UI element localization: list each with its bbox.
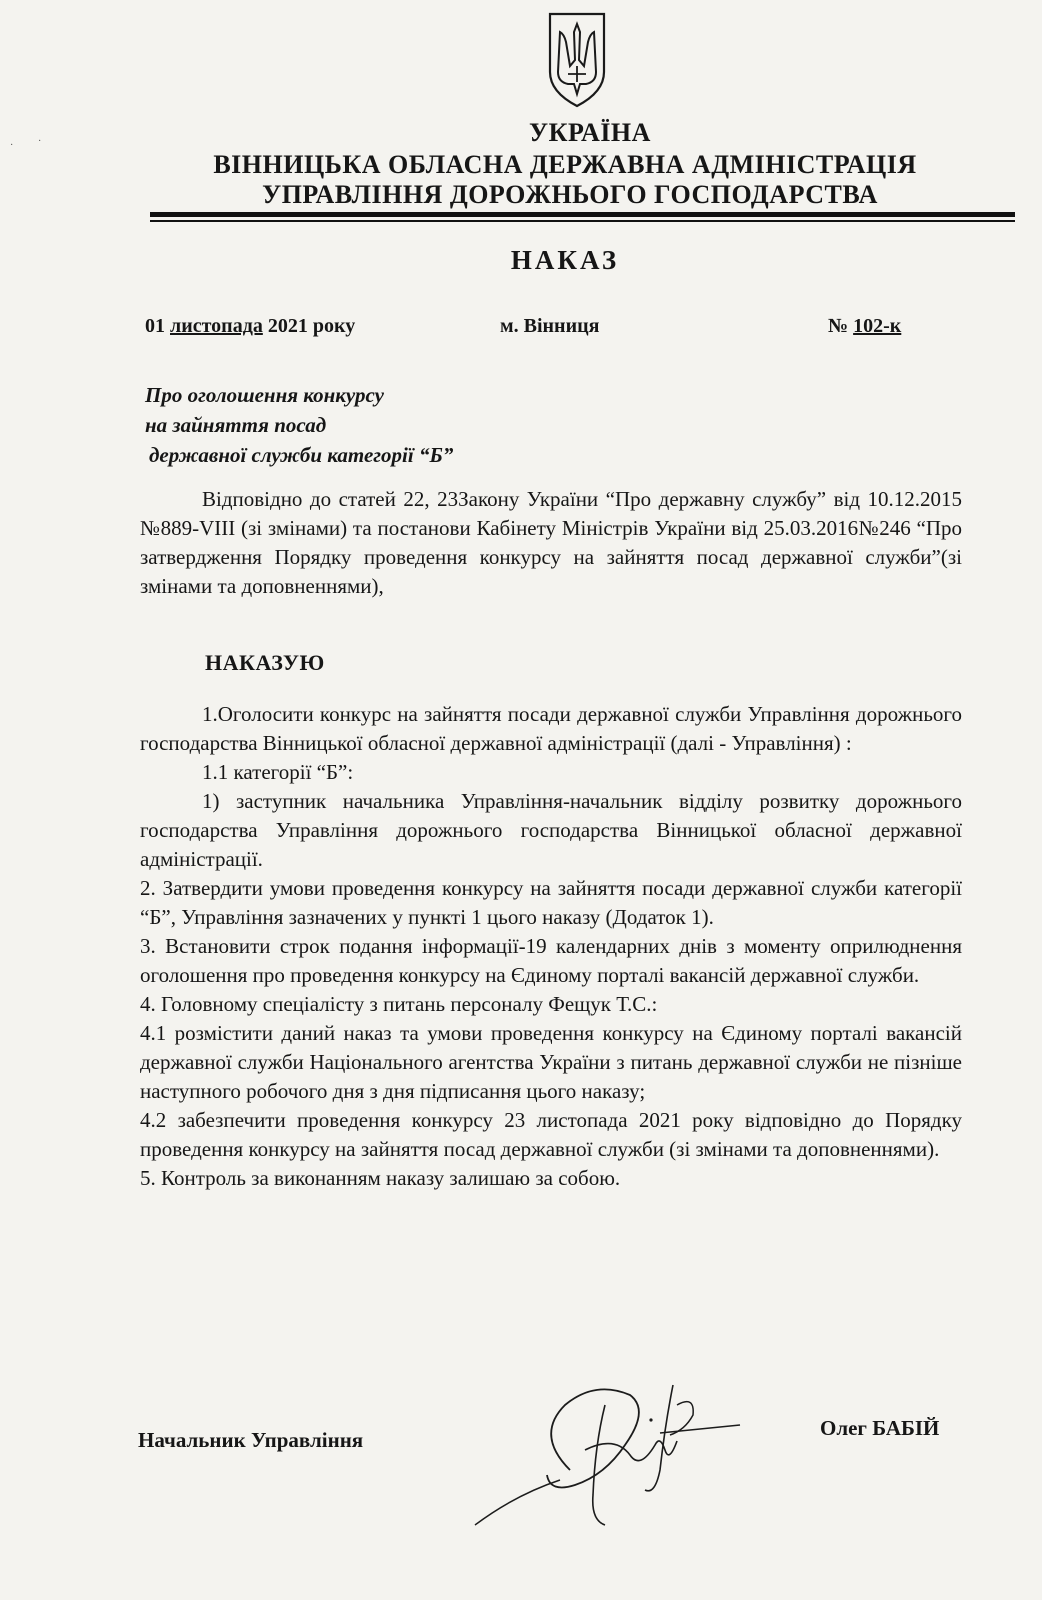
number-value: 102-к <box>853 315 902 337</box>
document-number <box>828 315 901 338</box>
signatory-name: Олег БАБІЙ <box>820 1416 940 1440</box>
document-date <box>145 315 355 338</box>
date-month: листопада <box>170 315 263 337</box>
header-country: УКРАЇНА <box>529 118 651 147</box>
date-day: 01 <box>145 315 165 337</box>
order-item: 4.1 розмістити даний наказ та умови проведення конкурсу на Єдиному порталі вакансій державної служби Національного агентства України з питань державної служби не пізніше наступного робочого дня з дня підписання цього наказу; <box>140 1021 962 1103</box>
header-divider-thin <box>150 220 1015 222</box>
document-title: НАКАЗ <box>510 245 620 275</box>
subject-line: на зайняття посад <box>145 413 327 437</box>
preamble-paragraph: Відповідно до статей 22, 23Закону України “Про державну службу” від 10.12.2015 №889-VIII (зі змінами) та постанови Кабінету Міністрів України від 25.03.2016№246 “Про затвердження Порядку проведення конкурсу на зайняття посад державної служби”(зі змінами та доповненнями), <box>140 487 962 598</box>
order-item: 2. Затвердити умови проведення конкурсу на зайняття посади державної служби категорії “Б”, Управління зазначених у пункті 1 цього наказу (Додаток 1). <box>140 876 962 929</box>
header-administration: ВІННИЦЬКА ОБЛАСНА ДЕРЖАВНА АДМІНІСТРАЦІЯ <box>213 150 917 179</box>
order-item: 1.Оголосити конкурс на зайняття посади державної служби Управління дорожнього господарства Вінницької обласної державної адміністрації (далі - Управління) : <box>140 702 962 755</box>
scan-speck: · <box>38 136 42 147</box>
date-year: 2021 року <box>267 315 356 337</box>
tryzub-coat-of-arms-icon <box>546 10 608 110</box>
handwritten-signature <box>455 1375 775 1535</box>
subject-line: Про оголошення конкурсу <box>145 383 384 407</box>
header-department: УПРАВЛІННЯ ДОРОЖНЬОГО ГОСПОДАРСТВА <box>262 180 878 209</box>
order-item: 1.1 категорії “Б”: <box>202 760 354 784</box>
document-subject <box>145 380 453 470</box>
ordain-heading: НАКАЗУЮ <box>205 650 325 675</box>
signatory-position: Начальник Управління <box>138 1428 364 1452</box>
subject-line: державної служби категорії “Б” <box>149 443 454 467</box>
order-item: 1) заступник начальника Управління-начальник відділу розвитку дорожнього господарства Управління дорожнього господарства Вінницької обласної державної адміністрації. <box>140 789 962 871</box>
scan-speck: · <box>10 140 14 151</box>
header-divider-thick <box>150 212 1015 217</box>
order-item: 5. Контроль за виконанням наказу залишаю за собою. <box>140 1166 621 1190</box>
number-label: № <box>828 315 849 337</box>
document-city: м. Вінниця <box>500 315 600 337</box>
order-item: 4. Головному спеціалісту з питань персоналу Фещук Т.С.: <box>140 992 658 1016</box>
order-items <box>140 700 962 1193</box>
order-item: 3. Встановити строк подання інформації-19 календарних днів з моменту оприлюднення оголошення про проведення конкурсу на Єдиному порталі вакансій державної служби. <box>140 934 962 987</box>
order-item: 4.2 забезпечити проведення конкурсу 23 листопада 2021 року відповідно до Порядку проведення конкурсу на зайняття посад державної служби (зі змінами та доповненнями). <box>140 1108 962 1161</box>
